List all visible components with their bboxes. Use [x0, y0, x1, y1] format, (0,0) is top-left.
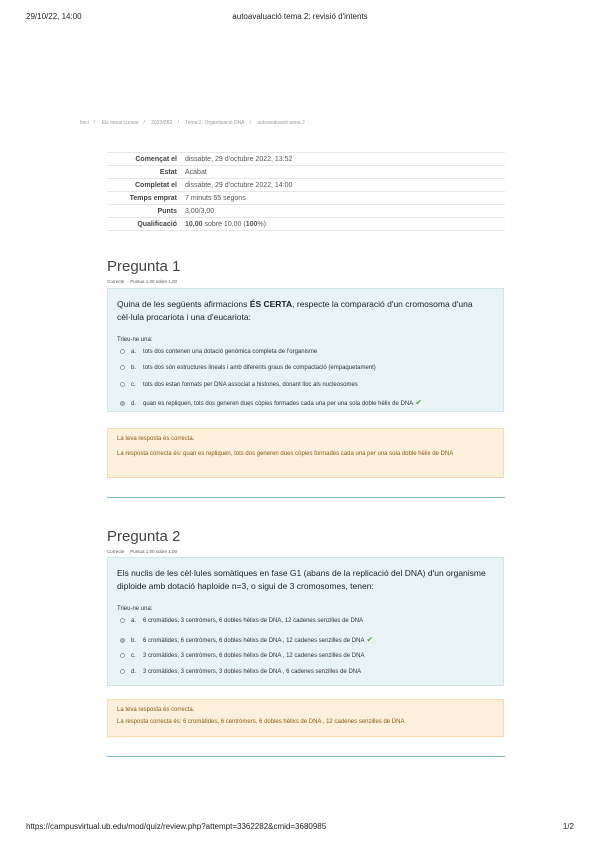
question-mark: Puntua 1,00 sobre 1,00 [130, 549, 178, 554]
summary-label: Punts [107, 205, 181, 218]
option-letter: d. [131, 669, 137, 676]
question-text [117, 298, 497, 323]
feedback-right-answer: La resposta correcta és: quan es repliquen, tots dos generen dues còpies formades cada una per una sola doble hèlix de DNA [117, 451, 454, 457]
question-1-info [107, 279, 183, 284]
question-text-emphasis: ÉS CERTA [249, 299, 293, 309]
question-divider [107, 497, 505, 498]
option-letter: d. [131, 401, 137, 407]
question-text-part: , respecte la comparació d'un cromosoma d'una cèl·lula procariota i una d'eucariota: [117, 299, 473, 322]
breadcrumb-home[interactable]: Inici [80, 120, 89, 126]
check-icon: ✔ [366, 635, 374, 644]
print-url: https://campusvirtual.ub.edu/mod/quiz/review.php?attempt=3362282&cmid=3680985 [26, 822, 327, 831]
answer-option-d[interactable] [120, 669, 361, 679]
summary-value: dissabte, 29 d’octubre 2022, 14:00 [181, 179, 505, 192]
breadcrumb-my-courses[interactable]: Els meus cursos [101, 120, 139, 126]
question-2-feedback [107, 699, 504, 737]
print-page-number: 1/2 [562, 822, 574, 831]
feedback-right-answer: La resposta correcta és: 6 cromàtides, 6 centròmers, 6 dobles hèlixs de DNA , 12 cadenes senzilles de DNA [117, 719, 405, 725]
question-2-box [107, 557, 504, 686]
answer-option-b[interactable] [120, 635, 373, 645]
print-footer [0, 822, 600, 834]
question-divider [107, 756, 505, 757]
feedback-status: La teva resposta és correcta. [117, 707, 195, 713]
option-text: 3 cromàtides, 3 centròmers, 6 dobles hèlixs de DNA , 12 cadenes senzilles de DNA [143, 653, 365, 660]
radio-button[interactable] [120, 669, 125, 674]
summary-value: dissabte, 29 d’octubre 2022, 13:52 [181, 153, 505, 166]
answer-option-d[interactable] [120, 398, 422, 408]
answer-option-a[interactable] [120, 349, 317, 359]
feedback-status: La teva resposta és correcta. [117, 436, 195, 442]
radio-button[interactable] [120, 653, 125, 658]
question-title-prefix: Pregunta [107, 528, 173, 545]
radio-button-selected[interactable] [120, 401, 125, 406]
option-letter: b. [131, 638, 137, 644]
question-1-box [107, 288, 504, 412]
question-2-info [107, 549, 183, 554]
option-text: tots dos contenen una dotació genòmica completa de l'organisme [143, 349, 318, 356]
grade-end: %) [257, 220, 266, 228]
question-state: Correcte [107, 549, 125, 554]
answer-option-c[interactable] [120, 382, 358, 392]
summary-row-grade [107, 218, 505, 231]
summary-label: Temps emprat [107, 192, 181, 205]
grade-pct: 100 [245, 220, 258, 228]
summary-label: Estat [107, 166, 181, 179]
summary-row-started [107, 153, 505, 166]
grade-mid: sobre 10,00 ( [202, 220, 246, 228]
question-state: Correcte [107, 279, 125, 284]
question-mark: Puntua 1,00 sobre 1,00 [130, 279, 178, 284]
option-text: 6 cromàtides, 3 centròmers, 6 dobles hèlixs de DNA, 12 cadenes senzilles de DNA [143, 618, 364, 625]
answer-option-a[interactable] [120, 618, 363, 628]
summary-label: Començat el [107, 153, 181, 166]
answer-option-c[interactable] [120, 653, 364, 663]
question-1-feedback [107, 428, 504, 478]
question-number: 2 [172, 528, 181, 545]
option-text: 3 cromàtides, 3 centròmers, 3 dobles hèlixs de DNA , 6 cadenes senzilles de DNA [143, 669, 362, 676]
choose-label: Trieu-ne una: [117, 337, 153, 343]
breadcrumb: Inici / Els meus cursos / 2023/0B2 / Tema 2. Organització DNA / autoavaluació tema 2 [80, 120, 305, 126]
breadcrumb-course[interactable]: 2023/0B2 [151, 120, 173, 126]
option-text: tots dos estan formats per DNA associat a histones, donant lloc als nucleosomes [143, 382, 358, 389]
summary-row-state [107, 166, 505, 179]
option-text: tots dos són estructures lineals i amb diferents graus de compactació (empaquetament) [143, 365, 376, 372]
question-title-prefix: Pregunta [107, 258, 173, 275]
check-icon: ✔ [415, 398, 422, 407]
option-text: quan es repliquen, tots dos generen dues còpies formades cada una per una sola doble hèlix de DNA [143, 401, 414, 407]
option-letter: b. [131, 365, 137, 372]
summary-row-completed [107, 179, 505, 192]
option-letter: c. [131, 653, 136, 660]
option-text: 6 cromàtides, 6 centròmers, 6 dobles hèlixs de DNA , 12 cadenes senzilles de DNA [143, 638, 365, 644]
question-1-title [107, 258, 180, 275]
summary-value: 3,00/3,00 [181, 205, 505, 218]
breadcrumb-quiz[interactable]: autoavaluació tema 2 [257, 120, 305, 126]
question-number: 1 [172, 258, 181, 275]
print-title: autoavaluació tema 2: revisió d'intents [232, 12, 368, 21]
question-text: Els nuclis de les cèl·lules somàtiques en fase G1 (abans de la replicació del DNA) d'un organisme diploide amb dotació haploide n=3, o sigui de 3 cromosomes, tenen: [117, 568, 486, 591]
summary-value: 7 minuts 55 segons [181, 192, 505, 205]
option-letter: c. [131, 382, 136, 389]
radio-button-selected[interactable] [120, 638, 125, 643]
radio-button[interactable] [120, 349, 125, 354]
print-datetime: 29/10/22, 14:00 [26, 12, 82, 21]
attempt-summary-table [107, 152, 505, 231]
breadcrumb-section[interactable]: Tema 2. Organització DNA [185, 120, 245, 126]
print-header [0, 12, 600, 24]
radio-button[interactable] [120, 365, 125, 370]
option-letter: a. [131, 618, 137, 625]
summary-label: Qualificació [107, 218, 181, 231]
radio-button[interactable] [120, 618, 125, 623]
summary-row-marks [107, 205, 505, 218]
question-2-title [107, 528, 180, 545]
summary-row-time [107, 192, 505, 205]
summary-label: Completat el [107, 179, 181, 192]
choose-label: Trieu-ne una: [117, 606, 153, 612]
grade-bold: 10,00 [185, 220, 203, 228]
option-letter: a. [131, 349, 137, 356]
summary-grade-value [181, 218, 505, 231]
radio-button[interactable] [120, 382, 125, 387]
answer-option-b[interactable] [120, 365, 376, 375]
summary-value: Acabat [181, 166, 505, 179]
question-text-part: Quina de les següents afirmacions [117, 299, 250, 309]
